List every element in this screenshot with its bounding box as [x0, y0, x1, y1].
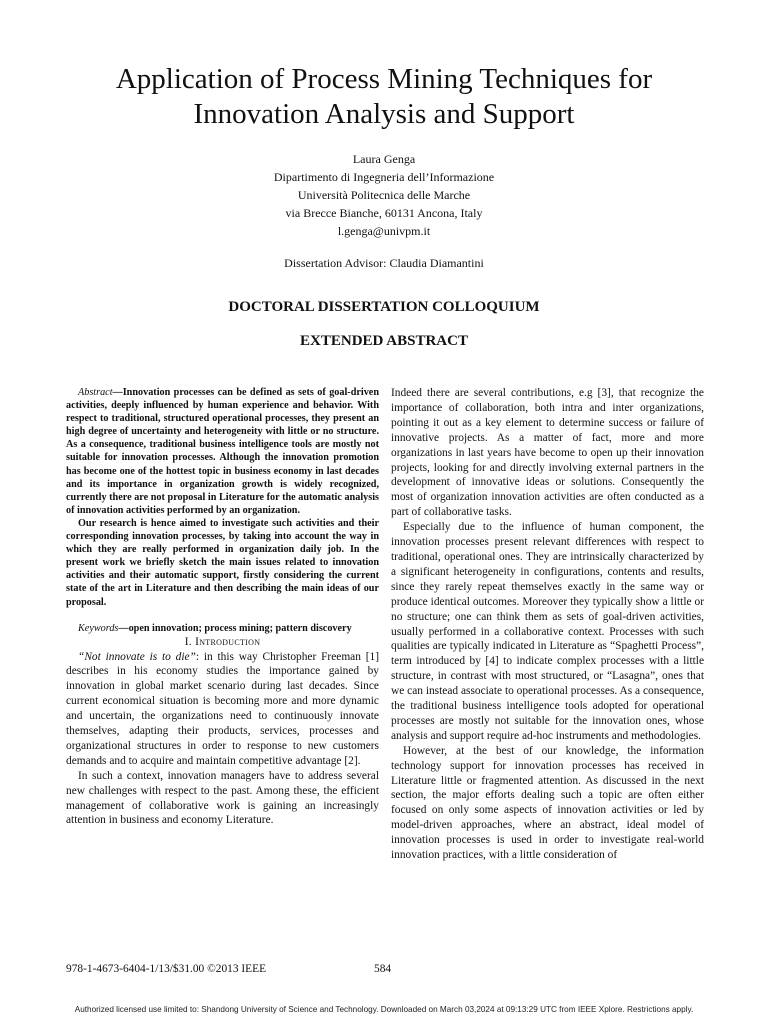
abstract-section: [66, 386, 379, 609]
left-column: [66, 386, 379, 828]
author-block: [40, 150, 728, 240]
colloquium-heading: [40, 290, 728, 358]
section-heading-introduction: [66, 635, 379, 650]
paper-title: [40, 62, 728, 132]
extended-abstract-title: EXTENDED ABSTRACT: [300, 333, 468, 349]
section-number: I.: [184, 635, 192, 648]
intro-text-1: : in this way Christopher Freeman [1] describes in his economy studies the importance gained by innovation in global market scenario during last decades. Since current economical situation is becoming more and more dynamic and uncertain, the organizations need to continuously innovate themselves, adapting their products, services, processes and organizational structures in order to response to new customers demands and to acquire and maintain competitive advantage [2].: [66, 650, 379, 767]
intro-paragraph-1: [66, 650, 379, 769]
right-paragraph-2: Especially due to the influence of human component, the innovation processes present relevant differences with respect to traditional, operational ones. They are intrinsically characterized by a significant heterogeneity in configurations, contents and results, since they rarely repeat themselves exactly in the same way or produce identical outcomes. Moreover they typically show a little or no structure; one can think them as sets of goal-driven activities, usually performed in a collaborative context. Processes with such qualities are typically indicated in Literature as “Spaghetti Process”, term introduced by [4] to indicate complex processes with a little structure, in contrast with most structured, or “Lasagna”, ones that we can instead associate to operational processes. As a consequence, the traditional business intelligence tools adopted for operational processes are mostly not suitable for the innovation ones, whose analysis and support require ad-hoc instruments and methodologies.: [391, 521, 704, 742]
intro-paragraph-2: In such a context, innovation managers have to address several new challenges with respect to the past. Among these, the efficient management of collaborative work is gaining an increasingly attention in business and economy Literature.: [66, 769, 379, 827]
abstract-paragraph-1: [66, 386, 379, 517]
author-department: Dipartimento di Ingegneria dell’Informazione: [273, 170, 495, 184]
abstract-lead: Abstract: [78, 387, 113, 398]
intro-quote: “Not innovate is to die”: [78, 650, 196, 663]
keywords-lead: Keywords: [78, 622, 119, 634]
right-paragraph-1: Indeed there are several contributions, e.g [3], that recognize the importance of collaboration, both intra and inter organizations, pointing it out as a key element to determine success or failure of innovative projects. As a matter of fact, more and more organizations in last years have become to open up their innovation projects, looking for and directly involving external partners in the development of innovative ideas or solutions. Consequently the most of organization innovation activities are often conducted as a part of collaborative tasks.: [391, 387, 704, 519]
page-number: 584: [374, 963, 392, 975]
right-paragraph-3: However, at the best of our knowledge, the information technology support for innovation processes has received in Literature little or fragmented attention. As discussed in the next section, the major efforts dealing such a topic are often either focused on only some aspects of innovation activities or led by model-driven approaches, where an abstract, ideal model of innovation processes is used in order to investigate real-world innovation practices, with a little consideration of: [391, 744, 704, 862]
keywords: [66, 622, 379, 635]
author-name: Laura Genga: [352, 152, 416, 166]
right-column: [391, 386, 704, 863]
colloquium-title: DOCTORAL DISSERTATION COLLOQUIUM: [228, 299, 540, 315]
keywords-text: —open innovation; process mining; pattern discovery: [118, 622, 352, 634]
title-line-2: Innovation Analysis and Support: [193, 98, 575, 130]
author-email[interactable]: l.genga@univpm.it: [337, 224, 431, 238]
license-notice: Authorized licensed use limited to: Shandong University of Science and Technology. Downloaded on March 03,2024 at 09:13:29 UTC from IEEE Xplore. Restrictions apply.: [74, 1005, 694, 1014]
title-line-1: Application of Process Mining Techniques for: [115, 63, 653, 95]
footer-isbn: 978-1-4673-6404-1/13/$31.00 ©2013 IEEE: [66, 963, 267, 975]
abstract-paragraph-2: Our research is hence aimed to investigate such activities and their corresponding innovation processes, by taking into account the way in which they are really performed in organization daily job. In the present work we briefly sketch the main issues related to innovation activities and their automatic support, firstly considering the current state of the art in Literature and then describing the main ideas of our proposal.: [66, 517, 379, 608]
abstract-text-1: —Innovation processes can be defined as sets of goal-driven activities, deeply influenced by human experience and behavior. With respect to traditional, structured operational processes, they present an high degree of uncertainty and heterogeneity with little or no structure. As a consequence, traditional business intelligence tools are mostly not suitable for innovation processes. Although the innovation promotion has become one of the hottest topic in business economy in last decades and its importance in organization growth is widely recognized, currently there are not proposal in Literature for the automatic analysis of innovation activities performed by an organization.: [66, 387, 379, 516]
section-title: Introduction: [195, 635, 261, 648]
author-address: via Brecce Bianche, 60131 Ancona, Italy: [285, 206, 483, 220]
author-university: Università Politecnica delle Marche: [297, 188, 471, 202]
dissertation-advisor: Dissertation Advisor: Claudia Diamantini: [284, 256, 484, 270]
